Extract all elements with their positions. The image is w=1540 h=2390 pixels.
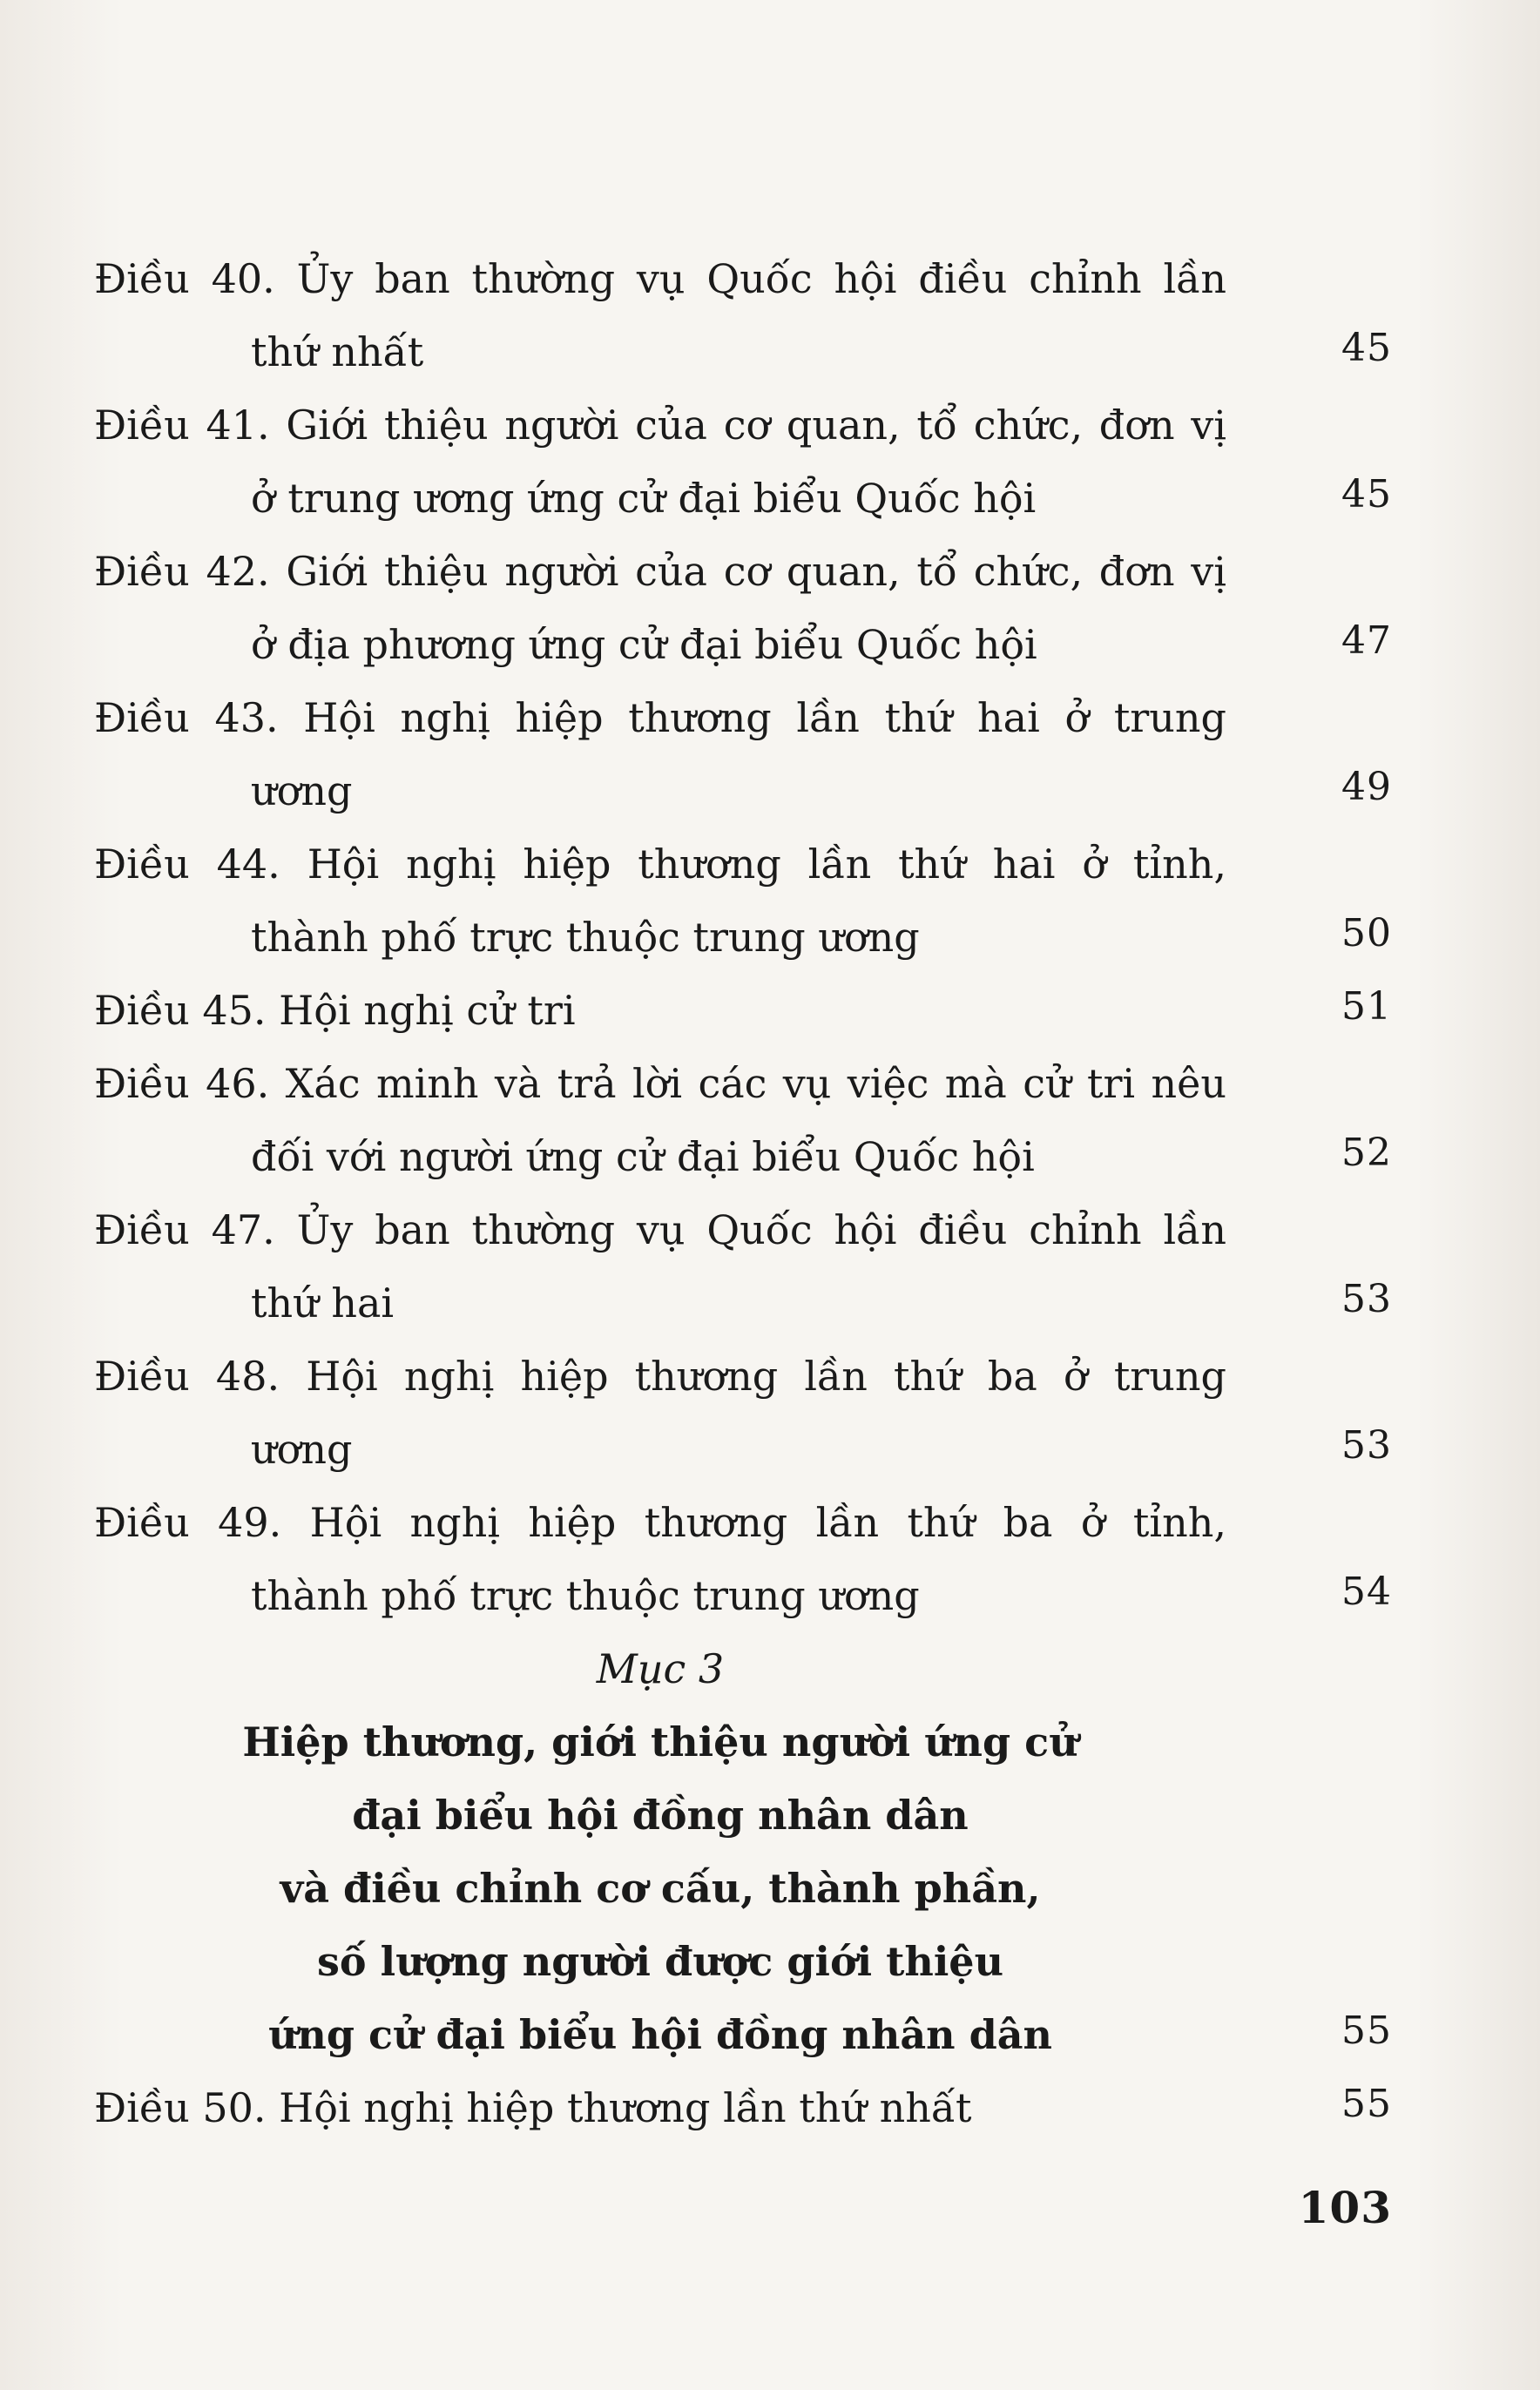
toc-entry-dieu-43: [94, 681, 1392, 827]
entry-title-continued: thứ hai: [251, 1279, 395, 1327]
toc-entry-dieu-49: [94, 1486, 1392, 1632]
entry-title-continued: ương: [251, 767, 353, 814]
entry-page-number: 54: [1341, 1570, 1392, 1614]
entry-title: Điều 42. Giới thiệu người của cơ quan, tổ chức, đơn vị: [94, 548, 1226, 595]
entry-page-number: 49: [1341, 765, 1392, 809]
toc-entry-dieu-41: [94, 388, 1392, 535]
entry-title-continued: thành phố trực thuộc trung ương: [251, 1572, 920, 1619]
entry-title-continued: ở địa phương ứng cử đại biểu Quốc hội: [251, 621, 1037, 668]
entry-page-number: 53: [1341, 1423, 1392, 1468]
entry-page-number: 55: [1341, 2082, 1392, 2126]
section-title-line: đại biểu hội đồng nhân dân: [352, 1792, 969, 1839]
entry-title-continued: đối với người ứng cử đại biểu Quốc hội: [251, 1133, 1035, 1180]
entry-title: Điều 46. Xác minh và trả lời các vụ việc mà cử tri nêu: [94, 1060, 1226, 1107]
toc-entry-dieu-42: [94, 535, 1392, 681]
toc-entry-dieu-45: [94, 974, 1392, 1047]
entry-page-number: 47: [1341, 618, 1392, 663]
entry-title: Điều 49. Hội nghị hiệp thương lần thứ ba ở tỉnh,: [94, 1499, 1226, 1546]
section-title-line: ứng cử đại biểu hội đồng nhân dân: [267, 2011, 1052, 2058]
entry-page-number: 53: [1341, 1277, 1392, 1321]
entry-title: Điều 48. Hội nghị hiệp thương lần thứ ba ở trung: [94, 1353, 1226, 1400]
entry-title: Điều 50. Hội nghị hiệp thương lần thứ nhất: [94, 2084, 972, 2131]
section-page-number: 55: [1341, 2009, 1392, 2053]
entry-title: Điều 40. Ủy ban thường vụ Quốc hội điều chỉnh lần: [94, 255, 1226, 302]
section-title-line: số lượng người được giới thiệu: [316, 1938, 1004, 1985]
section-title-line: Hiệp thương, giới thiệu người ứng cử: [242, 1718, 1078, 1765]
entry-page-number: 52: [1341, 1131, 1392, 1175]
toc-entry-dieu-44: [94, 827, 1392, 974]
entry-title: Điều 47. Ủy ban thường vụ Quốc hội điều chỉnh lần: [94, 1206, 1226, 1253]
page-number: 103: [1298, 2182, 1392, 2233]
toc-section-muc-3: [94, 1632, 1392, 2071]
entry-title: Điều 44. Hội nghị hiệp thương lần thứ hai ở tỉnh,: [94, 841, 1226, 888]
entry-title: Điều 41. Giới thiệu người của cơ quan, tổ chức, đơn vị: [94, 402, 1226, 449]
entry-title-continued: ở trung ương ứng cử đại biểu Quốc hội: [251, 475, 1037, 522]
entry-page-number: 50: [1341, 911, 1392, 955]
entry-title: Điều 45. Hội nghị cử tri: [94, 987, 576, 1034]
entry-title-continued: thứ nhất: [251, 328, 424, 375]
entry-title-continued: thành phố trực thuộc trung ương: [251, 914, 920, 961]
entry-page-number: 51: [1341, 984, 1392, 1029]
toc-entry-dieu-40: [94, 242, 1392, 388]
table-of-contents: [94, 242, 1392, 2144]
entry-title: Điều 43. Hội nghị hiệp thương lần thứ hai ở trung: [94, 694, 1226, 741]
section-title-line: và điều chỉnh cơ cấu, thành phần,: [280, 1865, 1041, 1912]
section-label: Mục 3: [596, 1645, 725, 1692]
entry-page-number: 45: [1341, 472, 1392, 516]
entry-page-number: 45: [1341, 326, 1392, 370]
toc-entry-dieu-46: [94, 1047, 1392, 1193]
entry-title-continued: ương: [251, 1426, 353, 1473]
toc-entry-dieu-50: [94, 2071, 1392, 2144]
toc-entry-dieu-48: [94, 1340, 1392, 1486]
toc-entry-dieu-47: [94, 1193, 1392, 1340]
